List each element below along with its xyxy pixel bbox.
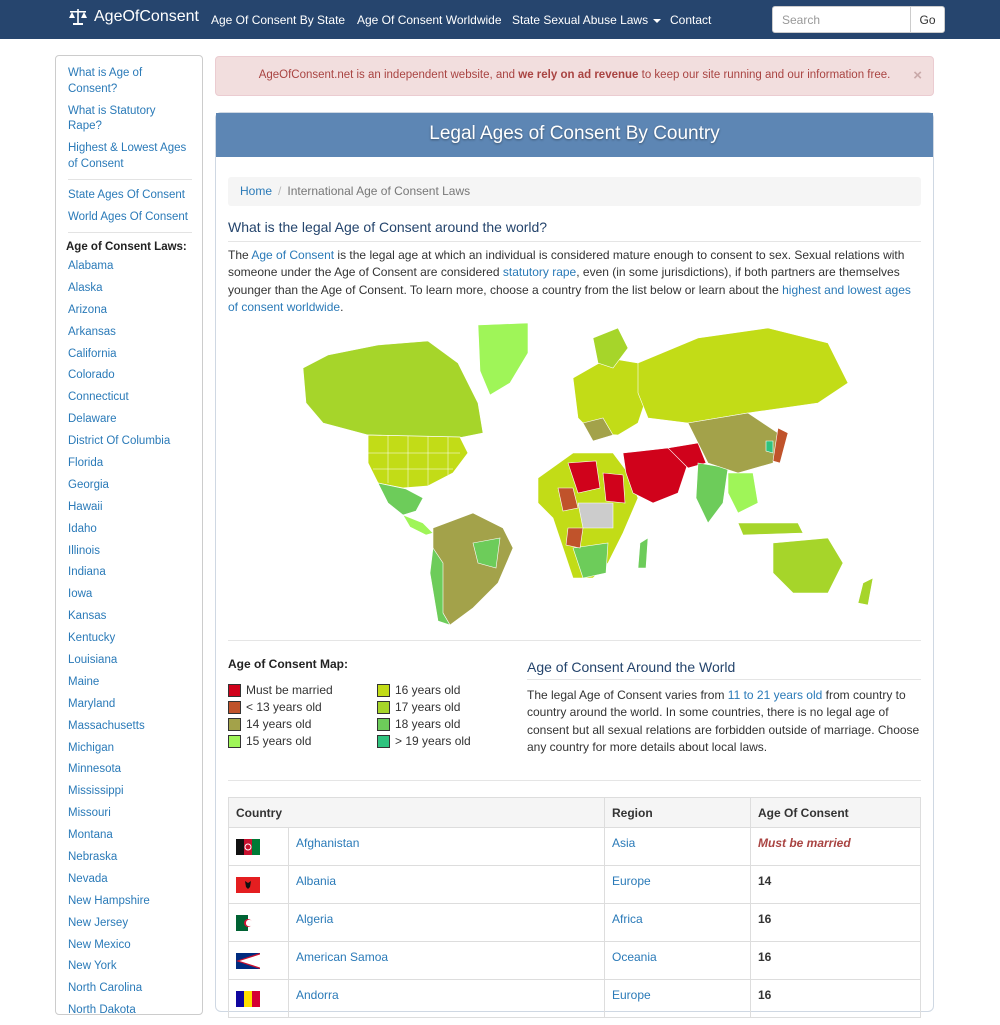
age-cell [751, 942, 921, 980]
caret-down-icon [653, 19, 661, 23]
legend-item [377, 700, 460, 714]
sidebar-state-link[interactable]: New Mexico [68, 938, 131, 951]
legend-label: 17 years old [395, 700, 461, 714]
legend-swatch [228, 684, 241, 697]
age-cell [751, 904, 921, 942]
flag-cell [229, 866, 289, 904]
map-region-greenland [478, 323, 528, 395]
legend-item [228, 683, 333, 697]
map-region-central-america [403, 515, 433, 535]
map-region-australia [773, 538, 843, 593]
ad-revenue-alert [215, 56, 934, 96]
age-value: 16 [758, 950, 772, 964]
sidebar-state-link[interactable]: Missouri [68, 807, 111, 820]
age-cell [751, 828, 921, 866]
region-link[interactable]: Europe [612, 988, 651, 1002]
sidebar-state-link[interactable]: Massachusetts [68, 719, 145, 732]
flag-cell [229, 980, 289, 1018]
sidebar-divider [68, 179, 192, 180]
section-heading: What is the legal Age of Consent around the world? [228, 219, 921, 242]
region-cell [605, 942, 751, 980]
flag-cell [229, 942, 289, 980]
statutory-rape-link[interactable]: statutory rape [502, 265, 577, 280]
divider [228, 780, 921, 781]
sidebar-state-link[interactable]: Nebraska [68, 851, 118, 864]
alert-text-before: AgeOfConsent.net is an independent website, and [258, 69, 519, 81]
header-country: Country [229, 798, 605, 828]
legend-item [377, 683, 460, 697]
intro-text: . [340, 299, 344, 314]
age-range-link[interactable]: 11 to 21 years old [727, 688, 823, 702]
legend-title: Age of Consent Map: [228, 657, 348, 671]
sidebar-state-link[interactable]: Arizona [68, 303, 107, 316]
sidebar-state-link[interactable]: Kentucky [68, 632, 116, 645]
legend-swatch [228, 735, 241, 748]
scales-icon [68, 8, 88, 26]
legend-item [228, 700, 322, 714]
legend-item [228, 717, 311, 731]
sidebar-link-what-is-age-of-consent[interactable]: What is Age of Consent? [68, 67, 143, 95]
sidebar-state-link[interactable]: Mississippi [68, 785, 124, 798]
sidebar-state-link[interactable]: New York [68, 960, 117, 973]
intro-text: The [228, 248, 252, 262]
sidebar-state-link[interactable]: Arkansas [68, 325, 116, 338]
age-of-consent-link[interactable]: Age of Consent [251, 248, 335, 262]
country-link[interactable]: American Samoa [296, 950, 389, 964]
map-region-madagascar [638, 538, 648, 568]
region-link[interactable]: Oceania [612, 950, 657, 964]
sidebar-link-highest-lowest-ages[interactable]: Highest & Lowest Ages of Consent [68, 142, 187, 170]
map-region-russia [638, 328, 848, 423]
country-table [228, 797, 921, 1018]
region-cell [605, 866, 751, 904]
breadcrumb-current: International Age of Consent Laws [287, 184, 471, 198]
sidebar-state-link[interactable]: California [68, 347, 117, 360]
map-region-india [696, 463, 728, 523]
header-region: Region [605, 798, 751, 828]
legend-label: Must be married [246, 683, 333, 697]
table-row [229, 980, 921, 1018]
legend-swatch [377, 701, 390, 714]
legend-label: 18 years old [395, 717, 461, 731]
brand-link[interactable] [68, 8, 199, 26]
flag-cell [229, 828, 289, 866]
sidebar-state-link[interactable]: Maine [68, 675, 100, 688]
header-age: Age Of Consent [751, 798, 921, 828]
legend-swatch [377, 735, 390, 748]
sidebar-state-link[interactable]: Michigan [68, 741, 115, 754]
map-region-angola-brown [566, 528, 583, 548]
sidebar-state-link[interactable]: North Carolina [68, 982, 143, 995]
alert-text-after: to keep our site running and our information free. [638, 69, 891, 81]
sidebar-state-link[interactable]: Connecticut [68, 391, 129, 404]
state-list [68, 259, 192, 1025]
close-icon[interactable]: × [913, 67, 922, 84]
table-row [229, 828, 921, 866]
country-cell [289, 904, 605, 942]
legend-swatch [228, 718, 241, 731]
sidebar-state-link[interactable]: Alabama [68, 259, 114, 272]
map-region-se-asia [728, 473, 758, 513]
page-title: Legal Ages of Consent By Country [216, 113, 933, 157]
sidebar-state-link[interactable]: Idaho [68, 522, 97, 535]
breadcrumb-home[interactable]: Home [240, 184, 273, 198]
sidebar-state-link[interactable]: New Hampshire [68, 894, 150, 907]
flag-andorra-icon [236, 991, 260, 1007]
intro-text: is the legal age at which an individual is considered mature enough to consent to sex. Sexual relations with someone under the Age of Consent are considered [228, 248, 905, 280]
legend-item [228, 734, 311, 748]
legend-swatch [377, 684, 390, 697]
map-region-new-zealand [858, 578, 873, 605]
region-link[interactable]: Europe [612, 874, 651, 888]
sidebar [55, 55, 203, 1015]
sidebar-state-link[interactable]: District Of Columbia [68, 435, 171, 448]
search-input[interactable] [772, 6, 911, 33]
highest-lowest-link[interactable]: highest and lowest ages of consent worldwide [228, 282, 911, 314]
breadcrumb-separator: / [278, 184, 282, 198]
age-cell [751, 980, 921, 1018]
sidebar-link-what-is-statutory-rape[interactable]: What is Statutory Rape? [68, 104, 156, 133]
legend-label: < 13 years old [246, 700, 322, 714]
legend-label: 15 years old [246, 734, 312, 748]
age-value: 14 [758, 874, 772, 888]
map-region-canada [303, 341, 483, 438]
sidebar-link-world-ages[interactable]: World Ages Of Consent [68, 210, 188, 223]
sidebar-state-link[interactable]: Louisiana [68, 654, 118, 666]
around-text: from country to country around the world. In some countries, there is no legal age of consent but all sexual relations are forbidden outside of marriage. Choose any country for more details about local laws. [527, 688, 920, 754]
country-cell [289, 866, 605, 904]
sidebar-heading: Age of Consent Laws: [66, 240, 187, 253]
age-value: 16 [758, 912, 772, 926]
map-region-mexico [378, 483, 423, 515]
legend-label: 14 years old [246, 717, 312, 731]
age-cell [751, 866, 921, 904]
region-cell [605, 904, 751, 942]
map-region-south-america [433, 513, 513, 625]
search-go-button[interactable]: Go [910, 6, 945, 33]
legend-item [377, 734, 471, 748]
brand-name: AgeOfConsent [94, 8, 199, 25]
legend-swatch [228, 701, 241, 714]
sidebar-state-link[interactable]: New Jersey [68, 916, 129, 929]
around-heading: Age of Consent Around the World [527, 659, 921, 680]
legend-swatch [377, 718, 390, 731]
country-link[interactable]: Albania [296, 874, 337, 888]
breadcrumb [228, 177, 921, 206]
sidebar-state-link[interactable]: North Dakota [68, 1004, 136, 1017]
table-row [229, 866, 921, 904]
sidebar-state-link[interactable]: Georgia [68, 478, 109, 491]
sidebar-state-link[interactable]: Illinois [68, 544, 100, 557]
flag-algeria-icon [236, 915, 260, 931]
country-cell [289, 942, 605, 980]
around-paragraph [527, 687, 921, 756]
nav-contact[interactable]: Contact [670, 13, 712, 27]
nav-dropdown-label: State Sexual Abuse Laws [512, 13, 649, 27]
flag-afghanistan-icon [236, 839, 260, 855]
map-region-usa [368, 435, 468, 488]
table-header-row [229, 798, 921, 828]
sidebar-state-link[interactable]: Iowa [68, 588, 93, 601]
sidebar-state-link[interactable]: Minnesota [68, 763, 122, 776]
intro-paragraph [228, 247, 921, 316]
sidebar-state-link[interactable]: Kansas [68, 610, 107, 623]
flag-american-samoa-icon [236, 953, 260, 969]
legend-label: 16 years old [395, 683, 461, 697]
flag-albania-icon [236, 877, 260, 893]
alert-text-bold: we rely on ad revenue [518, 69, 639, 81]
country-cell [289, 980, 605, 1018]
sidebar-state-link[interactable]: Hawaii [68, 500, 103, 513]
sidebar-state-link[interactable]: Nevada [68, 872, 108, 885]
world-map[interactable] [228, 323, 921, 625]
around-text: The legal Age of Consent varies from [527, 688, 728, 702]
sidebar-state-link[interactable]: Montana [68, 829, 113, 842]
nav-age-of-consent-worldwide[interactable]: Age Of Consent Worldwide [357, 13, 502, 27]
nav-state-sexual-abuse-laws[interactable] [512, 13, 661, 27]
map-region-indonesia [738, 523, 803, 535]
age-value: Must be married [758, 836, 851, 850]
map-region-central-africa-grey [578, 503, 613, 528]
sidebar-state-link[interactable]: Delaware [68, 413, 117, 426]
age-value: 16 [758, 988, 772, 1002]
country-cell [289, 828, 605, 866]
sidebar-state-link[interactable]: Maryland [68, 697, 116, 710]
divider [228, 640, 921, 641]
region-link[interactable]: Africa [612, 912, 643, 926]
sidebar-state-link[interactable]: Colorado [68, 369, 115, 382]
region-cell [605, 980, 751, 1018]
country-link[interactable]: Afghanistan [296, 836, 360, 850]
sidebar-divider [68, 232, 192, 233]
country-link[interactable]: Andorra [296, 988, 339, 1002]
navbar [0, 0, 1000, 39]
region-link[interactable]: Asia [612, 836, 636, 850]
legend-item [377, 717, 460, 731]
sidebar-link-state-ages[interactable]: State Ages Of Consent [68, 188, 185, 201]
country-link[interactable]: Algeria [296, 912, 334, 926]
map-region-korea [766, 441, 773, 453]
nav-age-of-consent-by-state[interactable]: Age Of Consent By State [211, 13, 346, 27]
sidebar-state-link[interactable]: Indiana [68, 566, 106, 579]
table-row [229, 942, 921, 980]
sidebar-state-link[interactable]: Alaska [68, 281, 103, 294]
table-row [229, 904, 921, 942]
main-panel [215, 112, 934, 1012]
flag-cell [229, 904, 289, 942]
region-cell [605, 828, 751, 866]
map-region-sudan-red [603, 473, 625, 503]
intro-text: , even (in some jurisdictions), if both partners are themselves younger than the Age of Consent. To learn more, choose a country from the list below or learn about the [228, 265, 900, 297]
sidebar-state-link[interactable]: Florida [68, 456, 104, 469]
legend-label: > 19 years old [395, 734, 471, 748]
